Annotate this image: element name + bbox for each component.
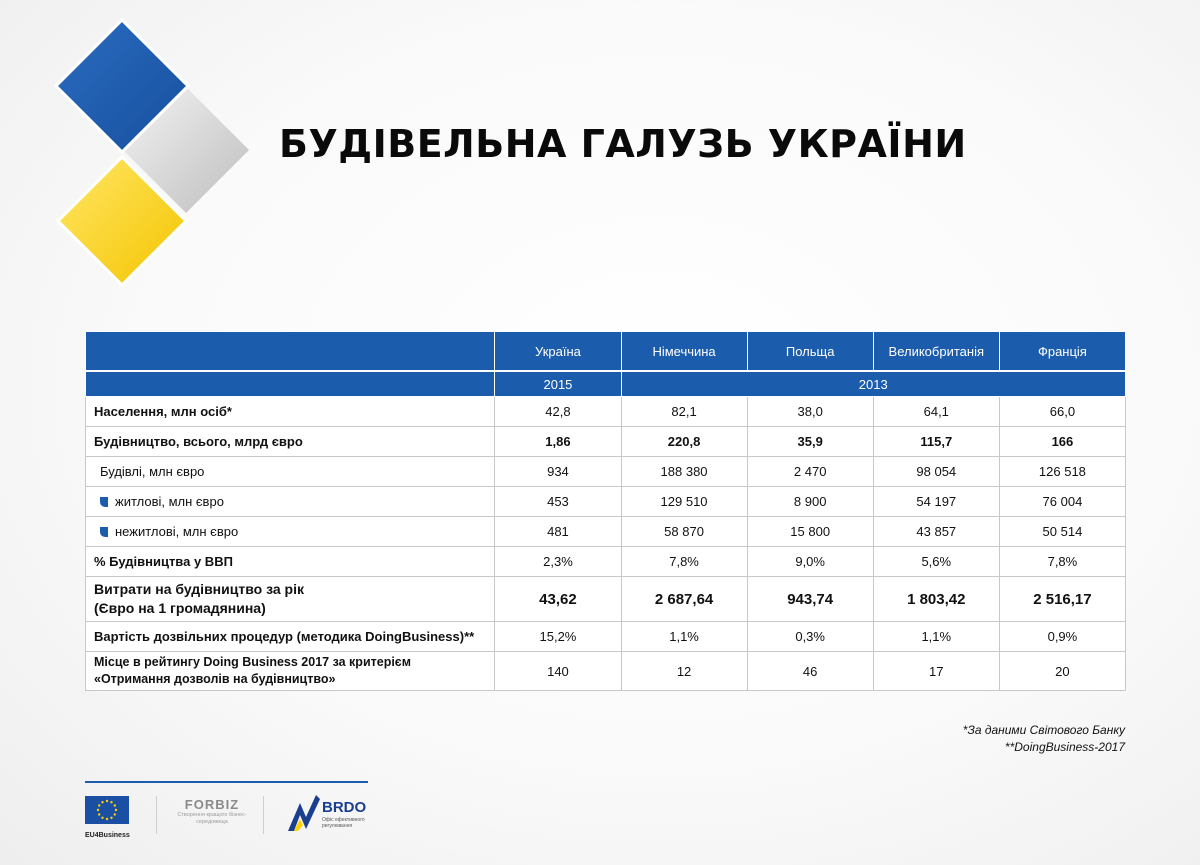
table-cell: 66,0 (999, 397, 1125, 427)
table-cell: 15 800 (747, 517, 873, 547)
table-cell: 2,3% (495, 547, 621, 577)
table-cell: 98 054 (873, 457, 999, 487)
year-ukraine: 2015 (495, 371, 621, 397)
table-cell: 126 518 (999, 457, 1125, 487)
page-title: БУДІВЕЛЬНА ГАЛУЗЬ УКРАЇНИ (279, 122, 967, 166)
table-cell: 46 (747, 652, 873, 691)
table-cell: 76 004 (999, 487, 1125, 517)
table-cell: 1,86 (495, 427, 621, 457)
table-row (86, 577, 1126, 622)
row-label-line2: «Отримання дозволів на будівництво» (94, 672, 336, 686)
bullet-icon (100, 497, 108, 507)
table-cell: 1 803,42 (873, 577, 999, 622)
row-label: Будівництво, всього, млрд євро (86, 427, 495, 457)
row-label-line1: Місце в рейтингу Doing Business 2017 за критерієм (94, 655, 411, 669)
forbiz-subtitle: Створення кращого бізнес-середовища (177, 812, 247, 825)
table-cell: 5,6% (873, 547, 999, 577)
table-cell: 15,2% (495, 622, 621, 652)
table-cell: 188 380 (621, 457, 747, 487)
table-cell: 1,1% (873, 622, 999, 652)
table-row (86, 427, 1126, 457)
table-cell: 43 857 (873, 517, 999, 547)
row-label: Будівлі, млн євро (86, 457, 495, 487)
table-cell: 54 197 (873, 487, 999, 517)
table-cell: 35,9 (747, 427, 873, 457)
year-blank (86, 371, 495, 397)
logo-divider (263, 796, 264, 834)
table-cell: 1,1% (621, 622, 747, 652)
header-ukraine: Україна (495, 332, 621, 372)
row-label-cell (86, 577, 495, 622)
brdo-logo (286, 793, 367, 838)
table-cell: 220,8 (621, 427, 747, 457)
eu4business-logo (85, 796, 130, 839)
row-label: Населення, млн осіб* (86, 397, 495, 427)
table-cell: 2 470 (747, 457, 873, 487)
table-row (86, 622, 1126, 652)
row-label: Вартість дозвільних процедур (методика DoingBusiness)** (86, 622, 495, 652)
table-row (86, 652, 1126, 691)
table-cell: 20 (999, 652, 1125, 691)
eu4business-caption: EU4Business (85, 832, 130, 839)
row-label: нежитлові, млн євро (115, 524, 239, 539)
header-germany: Німеччина (621, 332, 747, 372)
table-row (86, 397, 1126, 427)
table-cell: 481 (495, 517, 621, 547)
table-cell: 2 516,17 (999, 577, 1125, 622)
table-row (86, 457, 1126, 487)
table-cell: 7,8% (621, 547, 747, 577)
table-cell: 12 (621, 652, 747, 691)
table-cell: 129 510 (621, 487, 747, 517)
year-others: 2013 (621, 371, 1126, 397)
header-blank (86, 332, 495, 372)
table-cell: 43,62 (495, 577, 621, 622)
table-row (86, 547, 1126, 577)
footnote-1: *За даними Світового Банку (962, 723, 1125, 737)
header-poland: Польща (747, 332, 873, 372)
header-france: Франція (999, 332, 1125, 372)
footnotes (963, 722, 1125, 756)
table-cell: 58 870 (621, 517, 747, 547)
table-cell: 50 514 (999, 517, 1125, 547)
row-label-cell (86, 487, 495, 517)
forbiz-name: FORBIZ (184, 797, 240, 812)
brdo-name: BRDO (322, 799, 367, 816)
table-cell: 9,0% (747, 547, 873, 577)
footnote-2: **DoingBusiness-2017 (1004, 740, 1125, 754)
header-uk: Великобританія (873, 332, 999, 372)
table-cell: 166 (999, 427, 1125, 457)
table-cell: 82,1 (621, 397, 747, 427)
table-cell: 0,3% (747, 622, 873, 652)
logo-divider (156, 796, 157, 834)
table-cell: 453 (495, 487, 621, 517)
table-cell: 38,0 (747, 397, 873, 427)
construction-table (85, 331, 1126, 691)
year-header-row (86, 371, 1126, 397)
footer-rule (85, 781, 368, 783)
table-cell: 7,8% (999, 547, 1125, 577)
forbiz-logo (172, 797, 252, 826)
table-cell: 8 900 (747, 487, 873, 517)
table-cell: 42,8 (495, 397, 621, 427)
row-label-cell (86, 652, 495, 691)
table-cell: 934 (495, 457, 621, 487)
row-label-line2: (Євро на 1 громадянина) (94, 600, 266, 616)
table-cell: 17 (873, 652, 999, 691)
row-label: % Будівництва у ВВП (86, 547, 495, 577)
country-header-row (86, 332, 1126, 372)
row-label-line1: Витрати на будівництво за рік (94, 581, 304, 597)
eu-flag-icon (85, 796, 129, 824)
brdo-mark-icon (286, 793, 322, 833)
row-label-cell (86, 517, 495, 547)
brdo-subtitle: Офіс ефективного регулювання (322, 817, 365, 829)
table-cell: 64,1 (873, 397, 999, 427)
bullet-icon (100, 527, 108, 537)
table-cell: 943,74 (747, 577, 873, 622)
table-cell: 2 687,64 (621, 577, 747, 622)
row-label: житлові, млн євро (115, 494, 224, 509)
table-row (86, 487, 1126, 517)
table-row (86, 517, 1126, 547)
decorative-diamonds (0, 0, 260, 300)
table-cell: 140 (495, 652, 621, 691)
table-cell: 0,9% (999, 622, 1125, 652)
table-cell: 115,7 (873, 427, 999, 457)
